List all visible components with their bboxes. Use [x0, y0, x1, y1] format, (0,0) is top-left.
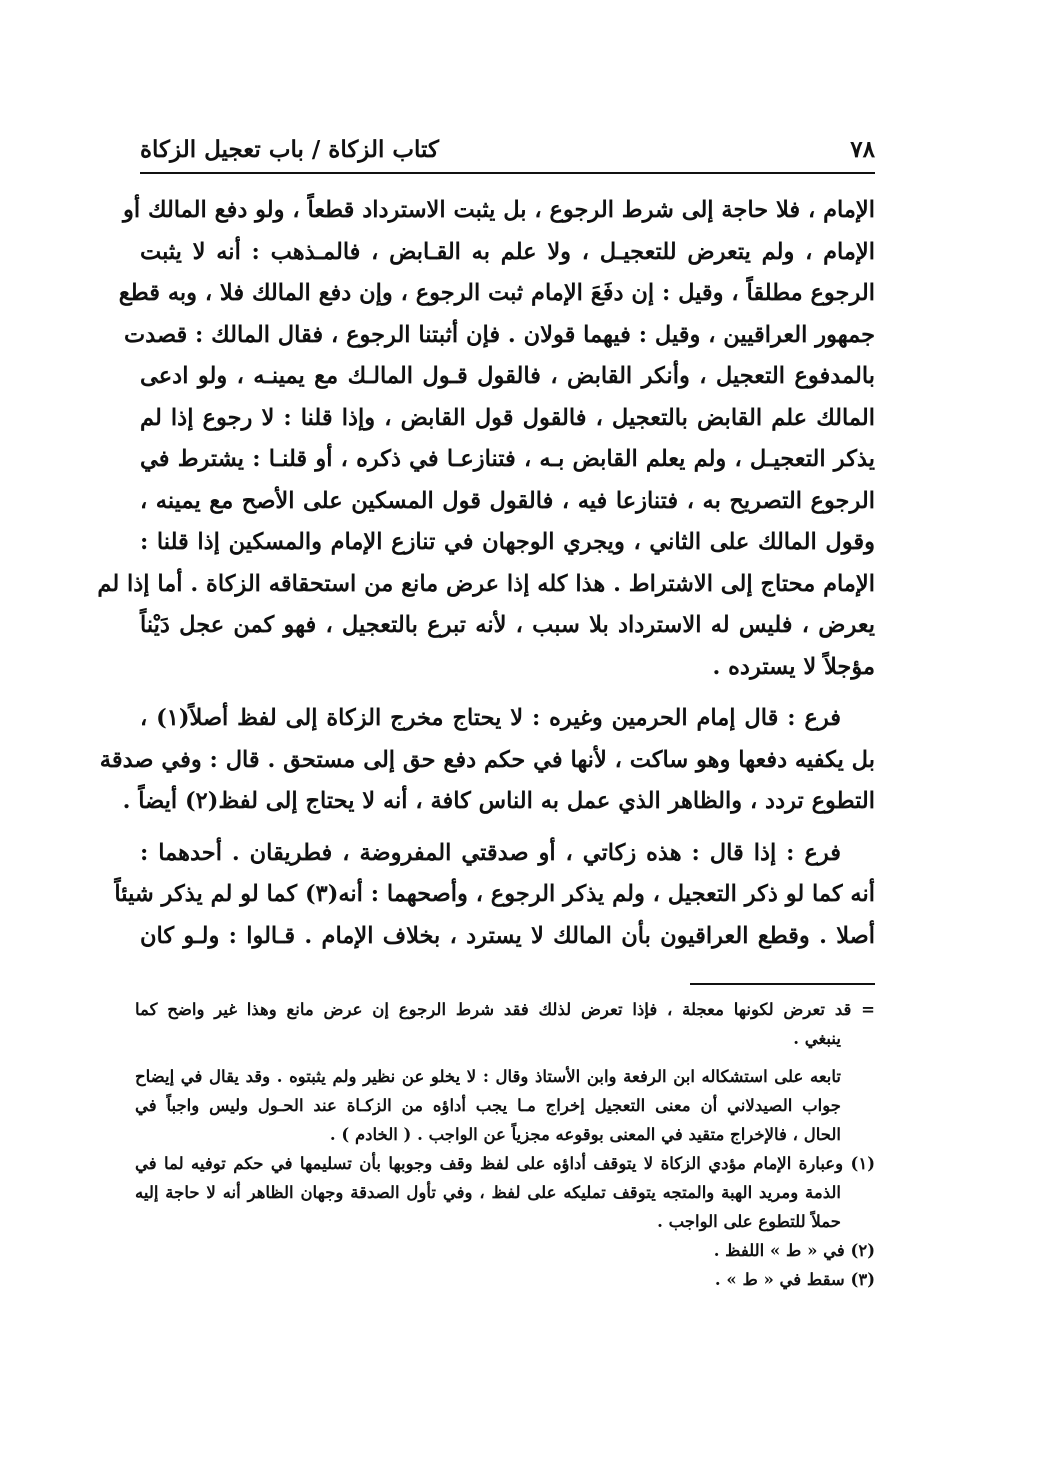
text-line: التطوع تردد ، والظاهر الذي عمل به الناس كافة ، أنه لا يحتاج إلى لفظ(٢) أيضاً . [122, 788, 875, 814]
text-line: الإمام محتاج إلى الاشتراط . هذا كله إذا عرض مانع من استحقاقه الزكاة . أما إذا لم [97, 570, 875, 597]
page-number: ٧٨ [850, 136, 875, 163]
text-line: الإمام ، ولم يتعرض للتعجيـل ، ولا علم به القـابض ، فالمـذهب : أنه لا يثبت [140, 238, 875, 265]
text-line: يذكر التعجيـل ، ولم يعلم القابض بـه ، فتنازعـا في ذكره ، أو قلنـا : يشترط في [140, 446, 875, 472]
main-text [97, 190, 875, 957]
footnotes [135, 995, 875, 1294]
footnote-separator [690, 983, 875, 985]
text-line: جمهور العراقيين ، وقيل : فيهما قولان . فإن أثبتنا الرجوع ، فقال المالك : قصدت [123, 321, 875, 348]
text-line: وقول المالك على الثاني ، ويجري الوجهان في تنازع الإمام والمسكين إذا قلنا : [140, 529, 875, 555]
paragraph-3 [114, 833, 875, 958]
page-header [140, 136, 875, 176]
text-line: الرجوع مطلقاً ، وقيل : إن دفَعَ الإمام ثبت الرجوع ، وإن دفع المالك فلا ، وبه قطع [118, 280, 875, 306]
text-line: بل يكفيه دفعها وهو ساكت ، لأنها في حكم دفع حق إلى مستحق . قال : وفي صدقة [99, 746, 875, 773]
footnote-1 [135, 1149, 875, 1236]
header-rule [140, 172, 875, 174]
text-line: أصلا . وقطع العراقيون بأن المالك لا يسترد ، بخلاف الإمام . قـالوا : ولـو كان [140, 922, 875, 949]
text-line: فرع : قال إمام الحرمين وغيره : لا يحتاج مخرج الزكاة إلى لفظ أصلاً(١) ، [140, 705, 841, 731]
text-line: أنه كما لو ذكر التعجيل ، ولم يذكر الرجوع ، وأصحهما : أنه(٣) كما لو لم يذكر شيئاً [114, 881, 875, 907]
footnote-line: الذمة ومريد الهبة والمتجه يتوقف تمليكه على لفظ ، وفي تأول الصدقة وجهان الظاهر أنه لا حاجة إليه [135, 1183, 841, 1202]
footnote-3: (٣) سقط في « ط » . [714, 1270, 875, 1289]
text-line: مؤجلاً لا يسترده . [712, 653, 875, 680]
text-line: المالك علم القابض بالتعجيل ، فالقول قول القابض ، وإذا قلنا : لا رجوع إذا لم [140, 404, 875, 431]
footnote-continuation-2 [135, 1062, 875, 1149]
footnote-line: حملاً للتطوع على الواجب . [657, 1212, 841, 1231]
text-line: يعرض ، فليس له الاسترداد بلا سبب ، لأنه تبرع بالتعجيل ، فهو كمن عجل دَيْناً [140, 612, 875, 638]
footnote-line: الحال ، فالإخراج متقيد في المعنى بوقوعه مجزياً عن الواجب . ( الخادم ) . [329, 1125, 841, 1144]
footnote-line: = قد تعرض لكونها معجلة ، فإذا تعرض لذلك فقد شرط الرجوع إن عرض مانع وهذا غير واضح كما [135, 1000, 875, 1019]
footnote-2: (٢) في « ط » اللفظ . [713, 1241, 875, 1260]
text-line: الرجوع التصريح به ، فتنازعا فيه ، فالقول قول المسكين على الأصح مع يمينه ، [140, 487, 875, 514]
paragraph-gap [140, 688, 875, 698]
footnote-line: ينبغي . [793, 1029, 841, 1048]
text-line: فرع : إذا قال : هذه زكاتي ، أو صدقتي المفروضة ، فطريقان . أحدهما : [140, 839, 841, 866]
footnote-continuation [135, 995, 875, 1053]
running-title: كتاب الزكاة / باب تعجيل الزكاة [140, 136, 439, 163]
footnote-line: تابعه على استشكاله ابن الرفعة وابن الأستاذ وقال : لا يخلو عن نظير ولم يثبتوه . وقد يقال في إيضاح [135, 1067, 841, 1086]
text-line: بالمدفوع التعجيل ، وأنكر القابض ، فالقول قـول المالـك مع يمينـه ، ولو ادعى [140, 363, 875, 389]
paragraph-2 [99, 698, 875, 823]
footnote-line: (١) وعبارة الإمام مؤدي الزكاة لا يتوقف أداؤه على لفظ وقف وجوبها بأن تسليمها في حكم توفيه لما في [135, 1154, 875, 1173]
paragraph-gap [140, 823, 875, 833]
text-line: الإمام ، فلا حاجة إلى شرط الرجوع ، بل يثبت الاسترداد قطعاً ، ولو دفع المالك أو [123, 197, 875, 223]
paragraph-1 [97, 190, 875, 688]
footnote-gap [135, 1053, 875, 1062]
footnote-line: جواب الصيدلاني أن معنى التعجيل إخراج مـا يجب أداؤه من الزكـاة عند الحـول وليس واجباً في [135, 1096, 841, 1115]
